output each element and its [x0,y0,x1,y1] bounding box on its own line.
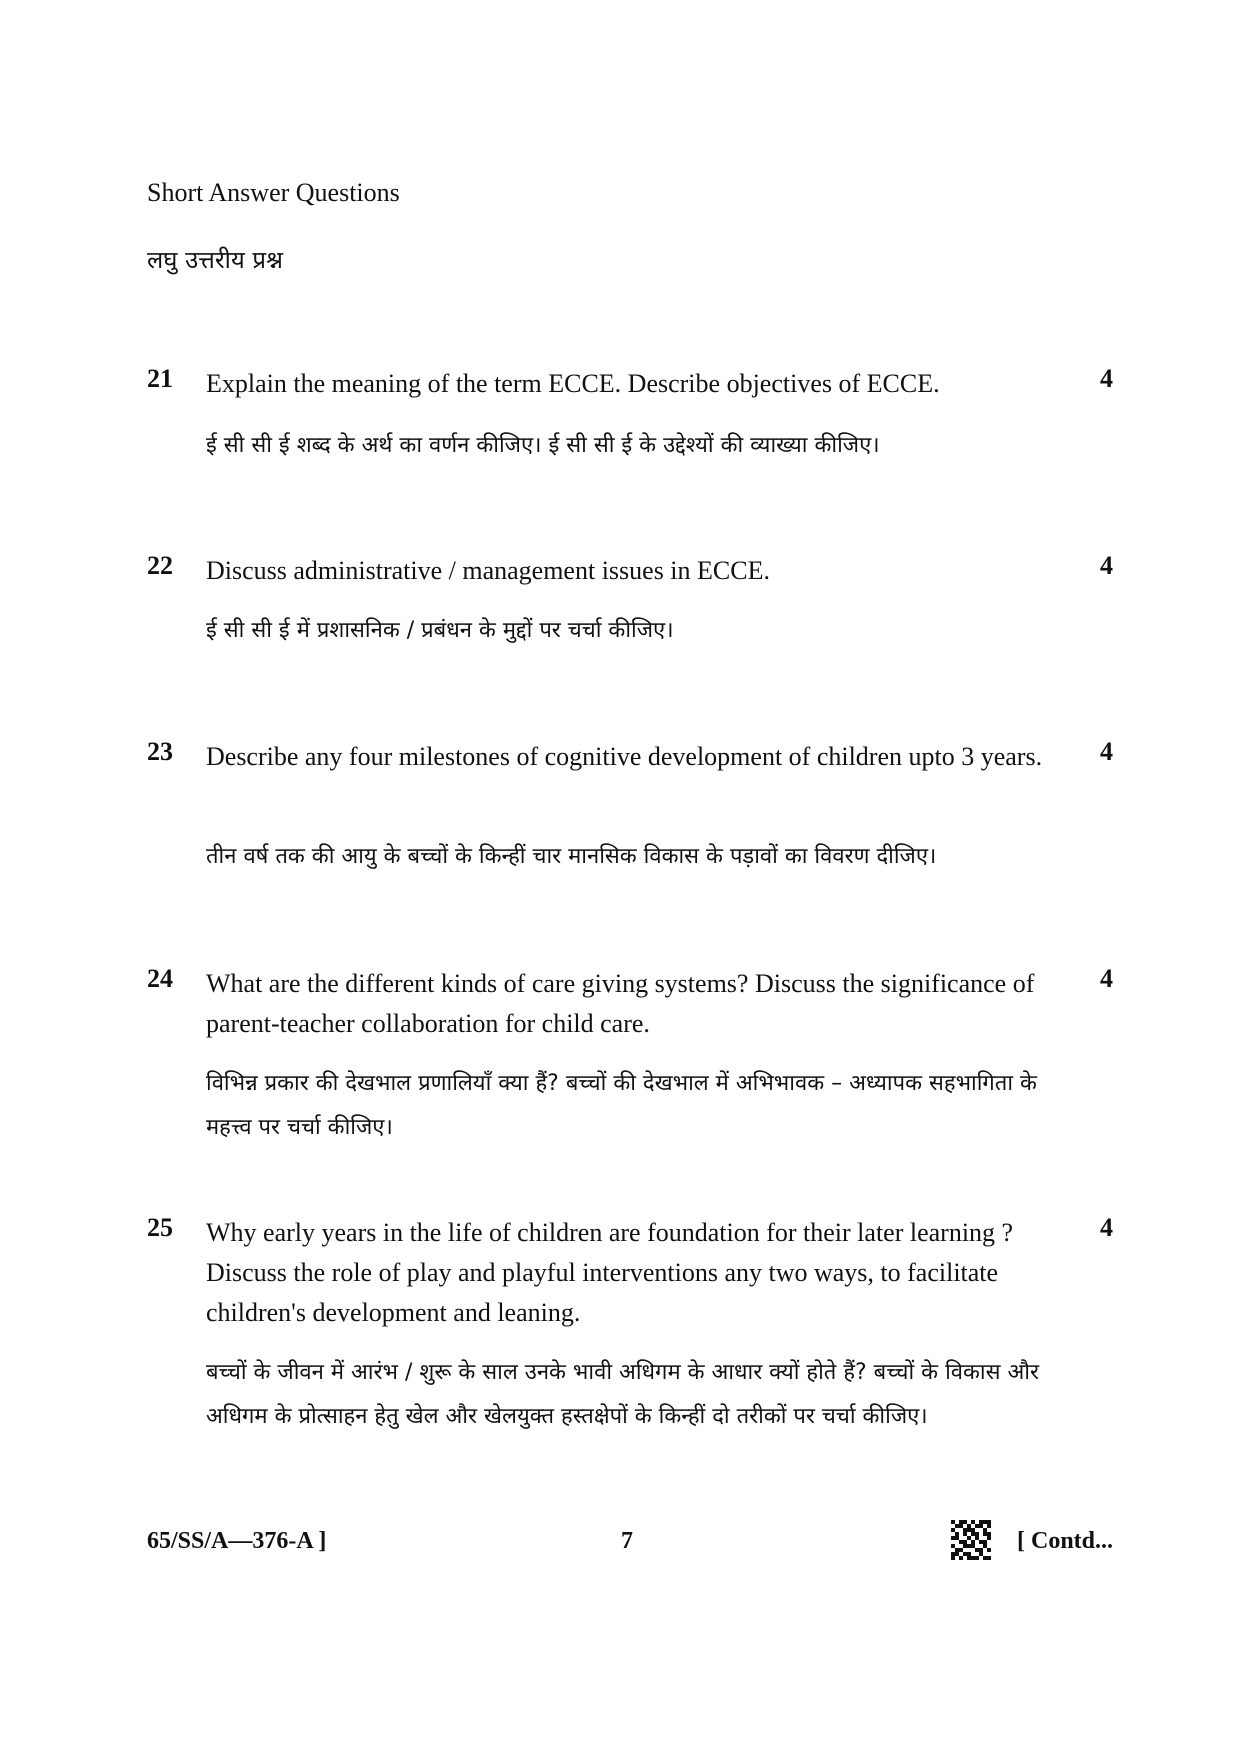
question-number: 22 [147,551,173,580]
question-text-en: Explain the meaning of the term ECCE. Describe objectives of ECCE. [206,369,940,398]
section-title-hindi: लघु उत्तरीय प्रश्न [147,246,284,274]
paper-code: 65/SS/A—376-A ] [147,1528,327,1554]
question-text-hi: ई सी सी ई में प्रशासनिक / प्रबंधन के मुद्दों पर चर्चा कीजिए। [206,618,674,643]
question-text-en: Describe any four milestones of cognitive development of children upto 3 years. [206,742,1043,771]
question-text-hi: बच्चों के जीवन में आरंभ / शुरू के साल उनके भावी अधिगम के आधार क्यों होते हैं? बच्चों के विकास और अधिगम के प्रोत्साहन हेतु खेल और खेलयुक्त हस्तक्षेपों के किन्हीं दो तरीकों पर चर्चा कीजिए। [206,1360,1039,1429]
question-number: 24 [147,964,173,993]
question-number: 21 [147,364,173,393]
question-number: 23 [147,737,173,766]
question-marks: 4 [1100,1213,1113,1242]
page-number: 7 [621,1528,633,1554]
question-text-en: What are the different kinds of care giving systems? Discuss the significance of parent-teacher collaboration for child care. [206,969,1035,1038]
section-title: Short Answer Questions [147,178,400,207]
question-marks: 4 [1100,737,1113,766]
question-marks: 4 [1100,364,1113,393]
question-marks: 4 [1100,551,1113,580]
question-text-en: Discuss administrative / management issues in ECCE. [206,556,770,585]
question-marks: 4 [1100,964,1113,993]
question-text-en: Why early years in the life of children are foundation for their later learning ? Discuss the role of play and playful interventions any two ways, to facilitate children's development and leaning. [206,1218,1014,1327]
question-text-hi: विभिन्न प्रकार की देखभाल प्रणालियाँ क्या हैं? बच्चों की देखभाल में अभिभावक – अध्यापक सहभागिता के महत्त्व पर चर्चा कीजिए। [206,1071,1037,1140]
question-text-hi: ई सी सी ई शब्द के अर्थ का वर्णन कीजिए। ई सी सी ई के उद्देश्यों की व्याख्या कीजिए। [206,433,880,458]
question-number: 25 [147,1213,173,1242]
continued-label: [ Contd... [1017,1528,1114,1554]
question-text-hi: तीन वर्ष तक की आयु के बच्चों के किन्हीं चार मानसिक विकास के पड़ावों का विवरण दीजिए। [206,844,937,869]
qr-code-icon [951,1520,991,1560]
